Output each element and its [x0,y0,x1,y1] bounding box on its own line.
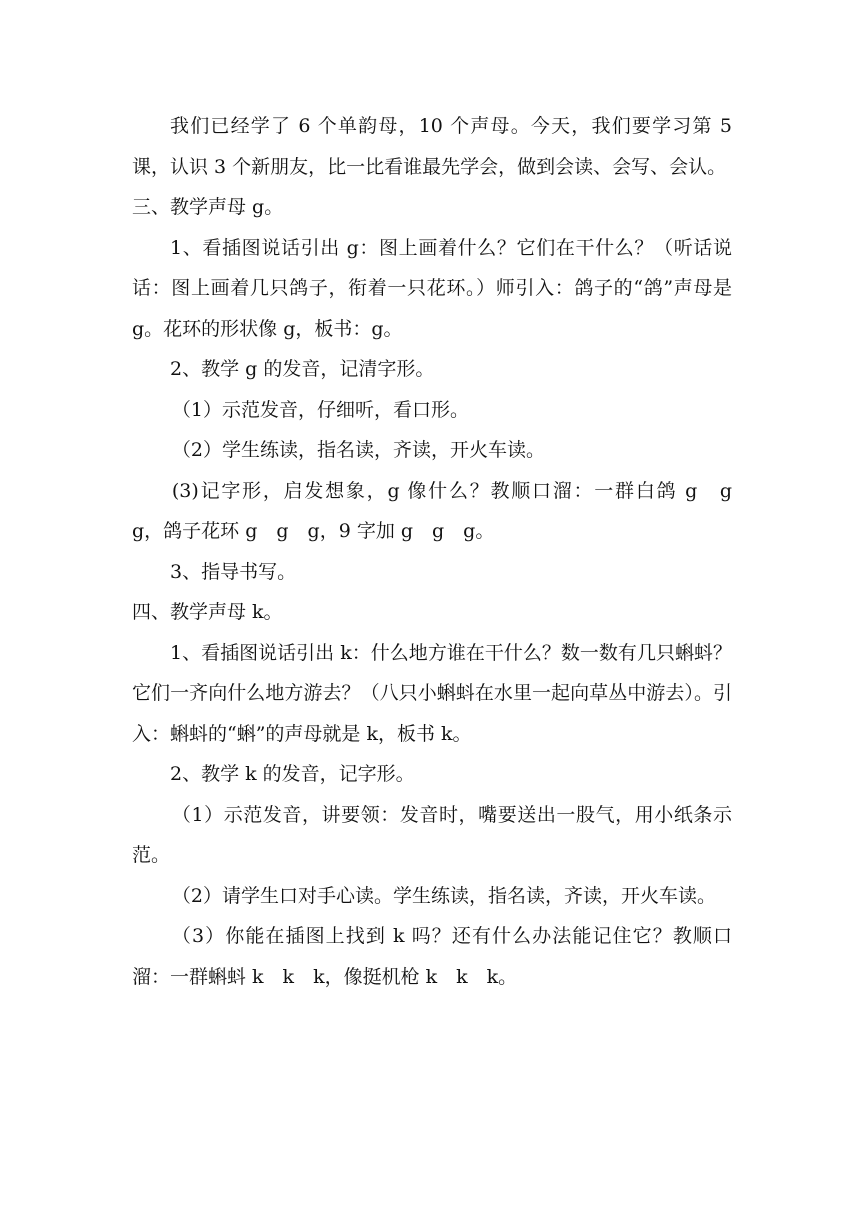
paragraph-k-step-2: 2、教学 k 的发音，记字形。 [170,763,415,785]
paragraph-g-step-2-1: （1）示范发音，仔细听，看口形。 [171,398,469,421]
paragraph-g-step-1: 1、看插图说话引出 g：图上画着什么？它们在干什么？（听话说话：图上画着几只鸽子，衔着一只花环。）师引入：鸽子的“鸽”声母是 g。花环的形状像 g，板书：g。 [132,236,732,340]
section-3-heading: 三、教学声母 g。 [132,196,284,218]
paragraph-g-step-2-2: （2）学生练读，指名读，齐读，开火车读。 [171,439,545,461]
section-4-heading: 四、教学声母 k。 [132,601,283,623]
paragraph-k-step-2-2: （2）请学生口对手心读。学生练读，指名读，齐读，开火车读。 [171,884,716,907]
paragraph-k-step-1: 1、看插图说话引出 k：什么地方谁在干什么？数一数有几只蝌蚪？它们一齐向什么地方游去？（八只小蝌蚪在水里一起向草丛中游去）。引入：蝌蚪的“蝌”的声母就是 k，板书 k。 [132,641,732,745]
paragraph-intro: 我们已经学了 6 个单韵母，10 个声母。今天，我们要学习第 5 课，认识 3 个新朋友，比一比看谁最先学会，做到会读、会写、会认。 [132,115,732,178]
paragraph-k-step-2-3: （3）你能在插图上找到 k 吗？还有什么办法能记住它？教顺口溜：一群蝌蚪 k k k，像挺机枪 k k k。 [132,925,732,988]
document-body [132,106,752,997]
paragraph-g-step-2-3: (3)记字形，启发想象，g 像什么？教顺口溜：一群白鸽 g g g，鸽子花环 g g g，9 字加 g g g。 [132,479,752,542]
paragraph-g-step-2: 2、教学 g 的发音，记清字形。 [170,358,435,380]
paragraph-k-step-2-1: （1）示范发音，讲要领：发音时，嘴要送出一股气，用小纸条示范。 [132,803,732,866]
paragraph-g-step-3: 3、指导书写。 [170,560,297,583]
